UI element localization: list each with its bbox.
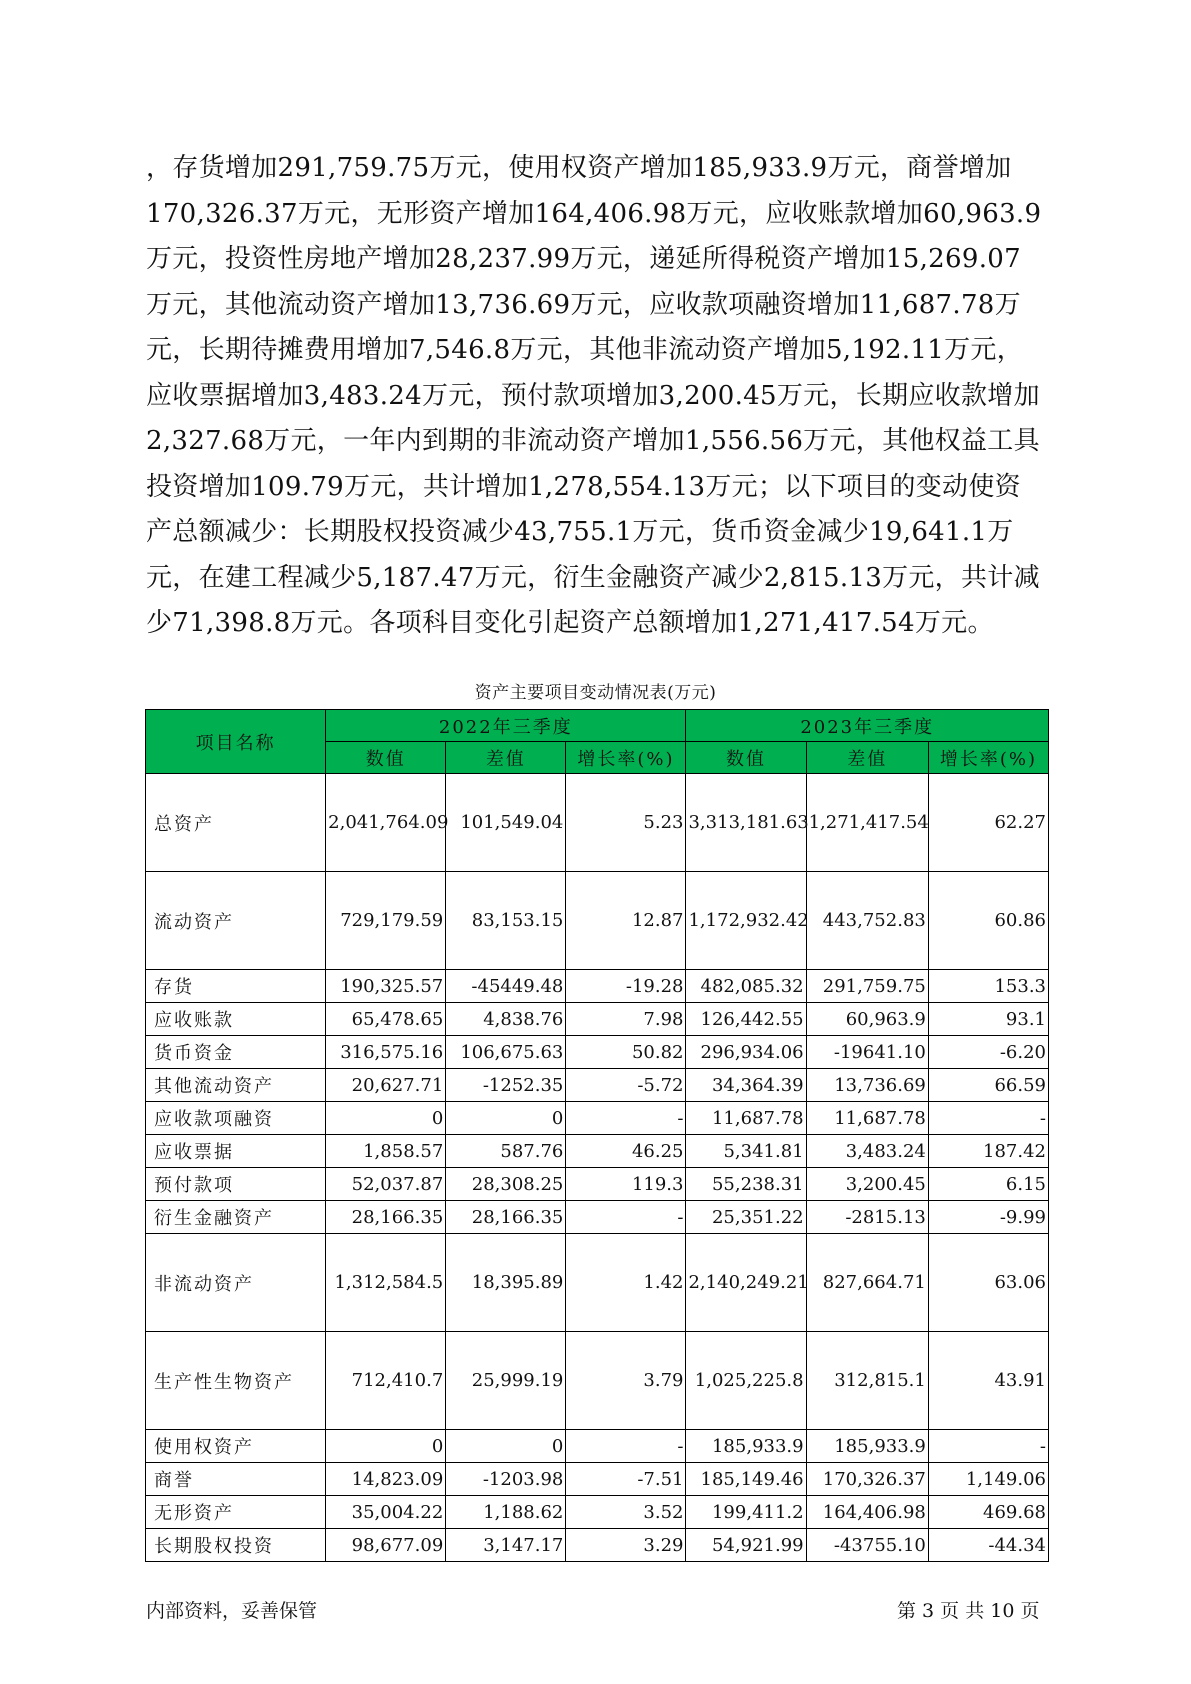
growth-2022: 7.98 [566, 1003, 686, 1036]
diff-2023: -2815.13 [806, 1201, 928, 1234]
growth-2023: 153.3 [928, 970, 1048, 1003]
table-row [146, 1463, 1049, 1496]
header-period-2023: 2023年三季度 [686, 710, 1049, 742]
table-row [146, 1332, 1049, 1430]
value-2023: 185,933.9 [686, 1430, 806, 1463]
diff-2022: 0 [446, 1430, 566, 1463]
growth-2022: 3.52 [566, 1496, 686, 1529]
value-2022: 316,575.16 [326, 1036, 446, 1069]
value-2022: 65,478.65 [326, 1003, 446, 1036]
growth-2022: 1.42 [566, 1234, 686, 1332]
value-2023: 55,238.31 [686, 1168, 806, 1201]
value-2022: 0 [326, 1430, 446, 1463]
growth-2023: 63.06 [928, 1234, 1048, 1332]
value-2022: 52,037.87 [326, 1168, 446, 1201]
row-name: 商誉 [146, 1463, 326, 1496]
growth-2022: - [566, 1201, 686, 1234]
value-2022: 190,325.57 [326, 970, 446, 1003]
growth-2022: 119.3 [566, 1168, 686, 1201]
diff-2022: 18,395.89 [446, 1234, 566, 1332]
growth-2023: 1,149.06 [928, 1463, 1048, 1496]
table-row [146, 970, 1049, 1003]
header-diff-2022: 差值 [446, 742, 566, 774]
growth-2022: 50.82 [566, 1036, 686, 1069]
row-name: 衍生金融资产 [146, 1201, 326, 1234]
diff-2023: 11,687.78 [806, 1102, 928, 1135]
growth-2023: - [928, 1430, 1048, 1463]
table-row [146, 1496, 1049, 1529]
row-name: 其他流动资产 [146, 1069, 326, 1102]
diff-2023: 443,752.83 [806, 872, 928, 970]
growth-2022: 5.23 [566, 774, 686, 872]
diff-2022: -45449.48 [446, 970, 566, 1003]
diff-2023: 312,815.1 [806, 1332, 928, 1430]
diff-2022: 4,838.76 [446, 1003, 566, 1036]
value-2023: 54,921.99 [686, 1529, 806, 1562]
row-name: 流动资产 [146, 872, 326, 970]
diff-2023: 291,759.75 [806, 970, 928, 1003]
growth-2022: -19.28 [566, 970, 686, 1003]
value-2022: 729,179.59 [326, 872, 446, 970]
table-row [146, 1168, 1049, 1201]
table-row [146, 1102, 1049, 1135]
growth-2023: -44.34 [928, 1529, 1048, 1562]
growth-2023: 43.91 [928, 1332, 1048, 1430]
growth-2023: - [928, 1102, 1048, 1135]
table-row [146, 1036, 1049, 1069]
growth-2022: -5.72 [566, 1069, 686, 1102]
row-name: 无形资产 [146, 1496, 326, 1529]
diff-2022: -1252.35 [446, 1069, 566, 1102]
growth-2023: 93.1 [928, 1003, 1048, 1036]
value-2023: 185,149.46 [686, 1463, 806, 1496]
table-row [146, 1430, 1049, 1463]
diff-2022: 25,999.19 [446, 1332, 566, 1430]
diff-2023: 3,483.24 [806, 1135, 928, 1168]
growth-2022: 12.87 [566, 872, 686, 970]
diff-2022: 28,308.25 [446, 1168, 566, 1201]
header-diff-2023: 差值 [806, 742, 928, 774]
value-2022: 20,627.71 [326, 1069, 446, 1102]
footer-page-number: 第 3 页 共 10 页 [897, 1600, 1040, 1622]
row-name: 使用权资产 [146, 1430, 326, 1463]
diff-2023: 3,200.45 [806, 1168, 928, 1201]
table-caption: 资产主要项目变动情况表(万元) [474, 683, 717, 703]
value-2022: 0 [326, 1102, 446, 1135]
header-period-2022: 2022年三季度 [326, 710, 686, 742]
header-value-2023: 数值 [686, 742, 806, 774]
diff-2022: 587.76 [446, 1135, 566, 1168]
diff-2022: -1203.98 [446, 1463, 566, 1496]
diff-2023: -19641.10 [806, 1036, 928, 1069]
header-growth-2023: 增长率(%) [928, 742, 1048, 774]
value-2023: 199,411.2 [686, 1496, 806, 1529]
growth-2022: 46.25 [566, 1135, 686, 1168]
footer-confidential-note: 内部资料，妥善保管 [146, 1600, 318, 1622]
diff-2023: -43755.10 [806, 1529, 928, 1562]
diff-2022: 3,147.17 [446, 1529, 566, 1562]
value-2023: 5,341.81 [686, 1135, 806, 1168]
table-row [146, 1529, 1049, 1562]
value-2023: 482,085.32 [686, 970, 806, 1003]
diff-2023: 170,326.37 [806, 1463, 928, 1496]
value-2022: 2,041,764.09 [326, 774, 446, 872]
growth-2023: 62.27 [928, 774, 1048, 872]
diff-2022: 0 [446, 1102, 566, 1135]
diff-2022: 106,675.63 [446, 1036, 566, 1069]
value-2022: 14,823.09 [326, 1463, 446, 1496]
header-value-2022: 数值 [326, 742, 446, 774]
growth-2023: 187.42 [928, 1135, 1048, 1168]
header-item-name: 项目名称 [146, 710, 326, 774]
table-row [146, 1135, 1049, 1168]
row-name: 总资产 [146, 774, 326, 872]
row-name: 应收票据 [146, 1135, 326, 1168]
value-2023: 2,140,249.21 [686, 1234, 806, 1332]
value-2022: 1,858.57 [326, 1135, 446, 1168]
diff-2023: 60,963.9 [806, 1003, 928, 1036]
diff-2023: 827,664.71 [806, 1234, 928, 1332]
table-row [146, 1069, 1049, 1102]
row-name: 生产性生物资产 [146, 1332, 326, 1430]
growth-2023: -9.99 [928, 1201, 1048, 1234]
diff-2023: 13,736.69 [806, 1069, 928, 1102]
growth-2022: - [566, 1430, 686, 1463]
diff-2023: 1,271,417.54 [806, 774, 928, 872]
value-2022: 98,677.09 [326, 1529, 446, 1562]
value-2023: 1,025,225.8 [686, 1332, 806, 1430]
growth-2023: 469.68 [928, 1496, 1048, 1529]
row-name: 应收账款 [146, 1003, 326, 1036]
diff-2022: 83,153.15 [446, 872, 566, 970]
value-2023: 1,172,932.42 [686, 872, 806, 970]
row-name: 预付款项 [146, 1168, 326, 1201]
value-2023: 25,351.22 [686, 1201, 806, 1234]
value-2023: 34,364.39 [686, 1069, 806, 1102]
growth-2023: 6.15 [928, 1168, 1048, 1201]
diff-2022: 101,549.04 [446, 774, 566, 872]
growth-2022: 3.79 [566, 1332, 686, 1430]
diff-2023: 164,406.98 [806, 1496, 928, 1529]
asset-change-table [145, 709, 1049, 1562]
diff-2023: 185,933.9 [806, 1430, 928, 1463]
value-2023: 11,687.78 [686, 1102, 806, 1135]
value-2023: 3,313,181.63 [686, 774, 806, 872]
table-row [146, 1003, 1049, 1036]
value-2022: 1,312,584.5 [326, 1234, 446, 1332]
diff-2022: 1,188.62 [446, 1496, 566, 1529]
table-body [146, 774, 1049, 1562]
table-row [146, 1234, 1049, 1332]
value-2022: 28,166.35 [326, 1201, 446, 1234]
value-2022: 712,410.7 [326, 1332, 446, 1430]
row-name: 应收款项融资 [146, 1102, 326, 1135]
growth-2023: -6.20 [928, 1036, 1048, 1069]
header-growth-2022: 增长率(%) [566, 742, 686, 774]
row-name: 非流动资产 [146, 1234, 326, 1332]
table-row [146, 872, 1049, 970]
row-name: 货币资金 [146, 1036, 326, 1069]
growth-2023: 66.59 [928, 1069, 1048, 1102]
row-name: 存货 [146, 970, 326, 1003]
body-paragraph: ，存货增加291,759.75万元，使用权资产增加185,933.9万元，商誉增加170,326.37万元，无形资产增加164,406.98万元，应收账款增加60,963.9万元，投资性房地产增加28,237.99万元，递延所得税资产增加15,269.07万元，其他流动资产增加13,736.69万元，应收款项融资增加11,687.78万元，长期待摊费用增加7,546.8万元，其他非流动资产增加5,192.11万元，应收票据增加3,483.24万元，预付款项增加3,200.45万元，长期应收款增加2,327.68万元，一年内到期的非流动资产增加1,556.56万元，其他权益工具投资增加109.79万元，共计增加1,278,554.13万元；以下项目的变动使资产总额减少：长期股权投资减少43,755.1万元，货币资金减少19,641.1万元，在建工程减少5,187.47万元，衍生金融资产减少2,815.13万元，共计减少71,398.8万元。各项科目变化引起资产总额增加1,271,417.54万元。 [146, 153, 1042, 638]
row-name: 长期股权投资 [146, 1529, 326, 1562]
value-2023: 126,442.55 [686, 1003, 806, 1036]
growth-2023: 60.86 [928, 872, 1048, 970]
growth-2022: - [566, 1102, 686, 1135]
table-row [146, 774, 1049, 872]
growth-2022: 3.29 [566, 1529, 686, 1562]
value-2023: 296,934.06 [686, 1036, 806, 1069]
diff-2022: 28,166.35 [446, 1201, 566, 1234]
value-2022: 35,004.22 [326, 1496, 446, 1529]
table-row [146, 1201, 1049, 1234]
growth-2022: -7.51 [566, 1463, 686, 1496]
